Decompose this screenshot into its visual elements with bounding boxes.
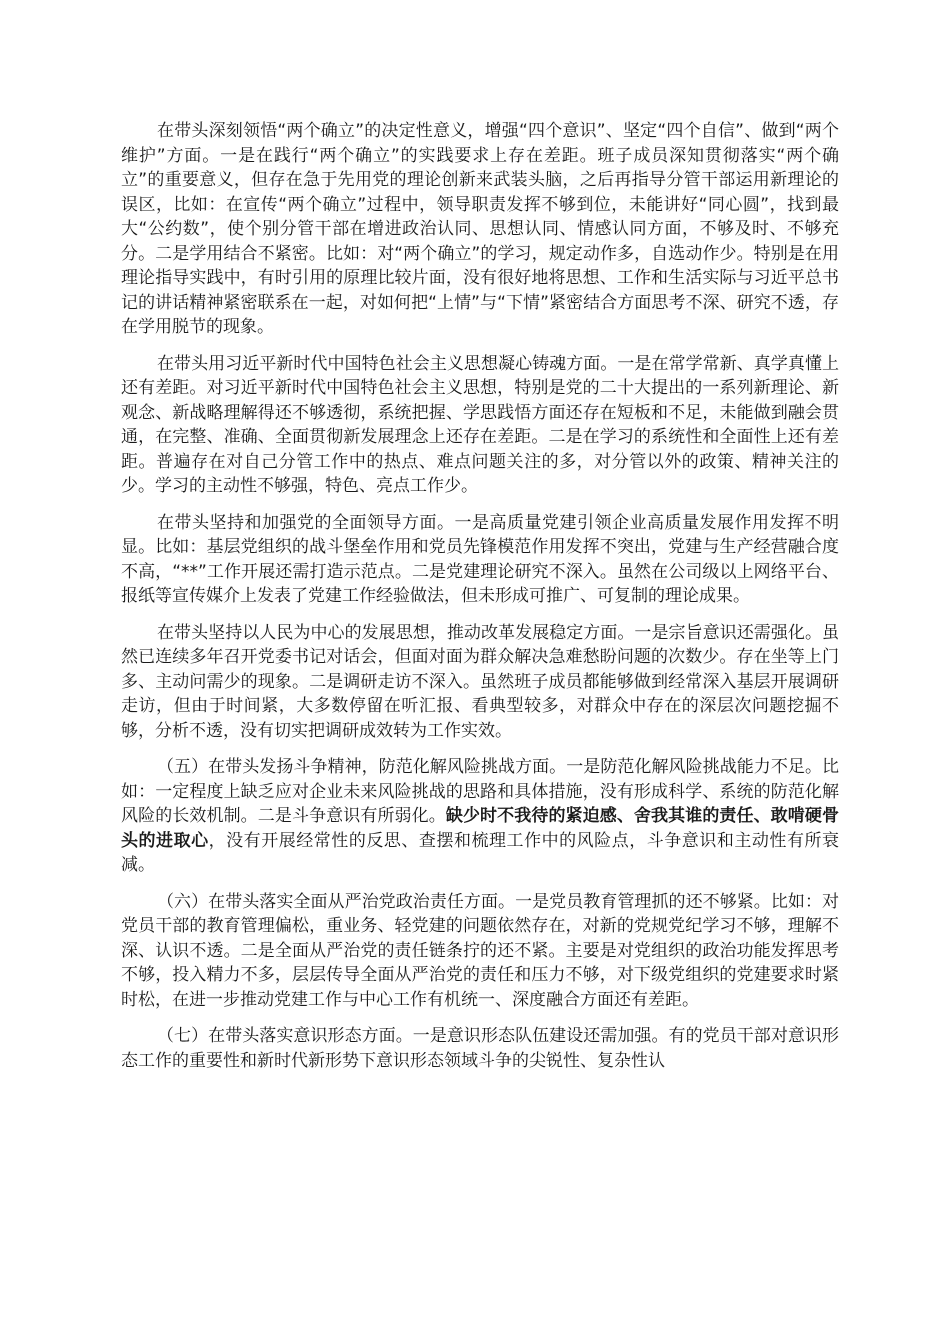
paragraph-two-establishments: 在带头深刻领悟“两个确立”的决定性意义，增强“四个意识”、坚定“四个自信”、做到“两个维护”方面。一是在践行“两个确立”的实践要求上存在差距。班子成员深知贯彻落实“两个确立”的重要意义，但存在急于先用党的理论创新来武装头脑，之后再指导分管干部运用新理论的误区，比如：在宣传“两个确立”过程中，领导职责发挥不够到位，未能讲好“同心圆”，找到最大“公约数”，使个别分管干部在增进政治认同、思想认同、情感认同方面，不够及时、不够充分。二是学用结合不紧密。比如：对“两个确立”的学习，规定动作多，自选动作少。特别是在用理论指导实践中，有时引用的原理比较片面，没有很好地将思想、工作和生活实际与习近平总书记的讲话精神紧密联系在一起，对如何把“上情”与“下情”紧密结合方面思考不深、研究不透，存在学用脱节的现象。 <box>121 121 839 337</box>
paragraph-struggle-spirit-bold: 缺少时不我待的紧迫感、舍我其谁的责任、敢啃硬骨头的进取心 <box>121 806 840 851</box>
document-body <box>121 119 839 1085</box>
paragraph-struggle-spirit-end: ，没有开展经常性的反思、查摆和梳理工作中的风险点，斗争意识和主动性有所衰减。 <box>121 830 839 875</box>
paragraph-strict-governance: （六）在带头落实全面从严治党政治责任方面。一是党员教育管理抓的还不够紧。比如：对党员干部的教育管理偏松，重业务、轻党建的问题依然存在，对新的党规党纪学习不够，理解不深、认识不透。二是全面从严治党的责任链条拧的还不紧。主要是对党组织的政治功能发挥思考不够，投入精力不多，层层传导全面从严治党的责任和压力不够，对下级党组织的党建要求时紧时松，在进一步推动党建工作与中心工作有机统一、深度融合方面还有差距。 <box>121 891 839 1010</box>
paragraph-party-leadership: 在带头坚持和加强党的全面领导方面。一是高质量党建引领企业高质量发展作用发挥不明显。比如：基层党组织的战斗堡垒作用和党员先锋模范作用发挥不突出，党建与生产经营融合度不高，“**”工作开展还需打造示范点。二是党建理论研究不深入。虽然在公司级以上网络平台、报纸等宣传媒介上发表了党建工作经验做法，但未形成可推广、可复制的理论成果。 <box>121 512 839 606</box>
paragraph-struggle-spirit-start: （五）在带头发扬斗争精神，防范化解风险挑战方面。一是防范化解风险挑战能力不足。比如：一定程度上缺乏应对企业未来风险挑战的思路和具体措施，没有形成科学、系统的防范化解风险的长效机制。二是斗争意识有所弱化。 <box>121 757 839 826</box>
paragraph-ideology: （七）在带头落实意识形态方面。一是意识形态队伍建设还需加强。有的党员干部对意识形态工作的重要性和新时代新形势下意识形态领域斗争的尖锐性、复杂性认 <box>121 1026 839 1071</box>
paragraph-xi-thought: 在带头用习近平新时代中国特色社会主义思想凝心铸魂方面。一是在常学常新、真学真懂上还有差距。对习近平新时代中国特色社会主义思想，特别是党的二十大提出的一系列新理论、新观念、新战略理解得还不够透彻，系统把握、学思践悟方面还存在短板和不足，未能做到融会贯通，在完整、准确、全面贯彻新发展理念上还存在差距。二是在学习的系统性和全面性上还有差距。普遍存在对自己分管工作中的热点、难点问题关注的多，对分管以外的政策、精神关注的少。学习的主动性不够强，特色、亮点工作少。 <box>121 353 839 496</box>
paragraph-struggle-spirit <box>121 755 839 878</box>
paragraph-people-centered: 在带头坚持以人民为中心的发展思想，推动改革发展稳定方面。一是宗旨意识还需强化。虽然已连续多年召开党委书记对话会，但面对面为群众解决急难愁盼问题的次数少。存在坐等上门多、主动问需少的现象。二是调研走访不深入。虽然班子成员都能够做到经常深入基层开展调研走访，但由于时间紧，大多数停留在听汇报、看典型较多，对群众中存在的深层次问题挖掘不够，分析不透，没有切实把调研成效转为工作实效。 <box>121 622 839 741</box>
